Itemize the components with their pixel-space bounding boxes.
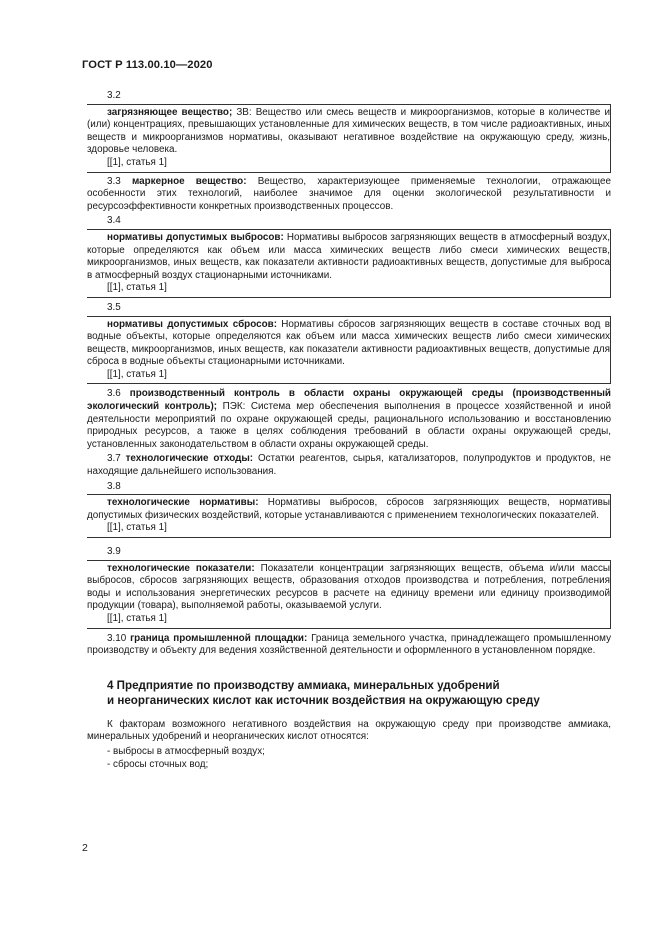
- definition-3-7: 3.7 технологические отходы: Остатки реагентов, сырья, катализаторов, полупродуктов и продуктов, не находящие дальнейшего использования.: [87, 453, 611, 478]
- reference-3-2: [[1], статья 1]: [107, 156, 167, 168]
- term-3-6: производственный контроль в области охраны окружающей среды (производственный экологический контроль);: [87, 388, 611, 413]
- term-3-9: технологические показатели:: [107, 562, 255, 574]
- term-3-7: технологические отходы:: [125, 453, 254, 465]
- item-number-3-8: 3.8: [107, 480, 121, 492]
- section-4-list: [87, 746, 611, 771]
- definition-3-3: 3.3 маркерное вещество: Вещество, характеризующее применяемые технологии, отражающее особенности этих технологий, наиболее значимое для оценки экологической результативности и ресурсоэффективности конкретных производственных процессов.: [87, 175, 611, 212]
- term-3-3: маркерное вещество:: [131, 175, 247, 187]
- reference-3-5: [[1], статья 1]: [107, 368, 167, 380]
- reference-3-4: [[1], статья 1]: [107, 282, 167, 294]
- item-number-3-2: 3.2: [107, 90, 121, 101]
- definition-3-2: загрязняющее вещество; ЗВ: Вещество или смесь веществ и микроорганизмов, которые в количестве и (или) концентрациях, превышающих установленные для химических веществ, в том числе радиоактивных, иных веществ и микроорганизмов нормативы, оказывают негативное воздействие на окружающую среду, жизнь, здоровье человека.: [87, 106, 610, 156]
- item-number-3-9: 3.9: [107, 546, 121, 557]
- definition-box-3-8: [87, 494, 611, 538]
- term-3-4: нормативы допустимых выбросов:: [107, 231, 284, 243]
- list-item: - выбросы в атмосферный воздух;: [107, 745, 265, 757]
- definition-box-3-4: [87, 229, 611, 298]
- section-4-intro: К факторам возможного негативного воздействия на окружающую среду при производстве аммиака, минеральных удобрений и неорганических кислот относятся:: [87, 718, 611, 743]
- definition-box-3-5: [87, 316, 611, 385]
- definition-3-6: 3.6 производственный контроль в области охраны окружающей среды (производственный экологический контроль); ПЭК: Система мер обеспечения выполнения в процессе хозяйственной и иной деятельности мероприятий по охране окружающей среды, рационального использованию и восстановлению природных ресурсов, а также в целях соблюдения требований в области охраны окружающей среды, установленных законодательством в области охраны окружающей среды.: [87, 388, 611, 450]
- section-4-title: 4 Предприятие по производству аммиака, минеральных удобрений и неорганических кислот как источник воздействия на окружающую среду: [107, 678, 540, 708]
- document-header: ГОСТ Р 113.00.10—2020: [82, 59, 213, 71]
- definition-3-9: технологические показатели: Показатели концентрации загрязняющих веществ, объема и/или массы выбросов, сбросов загрязняющих веществ, образования отходов производства и потребления, потребления воды и использования энергетических ресурсов в расчете на единицу времени или единицу производимой продукции (товара), выполняемой работы, оказываемой услуги.: [87, 562, 611, 612]
- item-number-3-5: 3.5: [107, 301, 121, 313]
- term-3-2: загрязняющее вещество;: [107, 106, 233, 118]
- list-item: - сбросы сточных вод;: [107, 758, 209, 770]
- definition-3-10: 3.10 граница промышленной площадки: Граница земельного участка, принадлежащего промышленному производству и объекту для ведения хозяйственной деятельности и оформленного в установленном порядке.: [87, 632, 612, 657]
- document-body: [87, 90, 611, 771]
- page-number: 2: [82, 842, 88, 854]
- term-3-5: нормативы допустимых сбросов:: [107, 318, 277, 330]
- definition-3-4: нормативы допустимых выбросов: Нормативы выбросов загрязняющих веществ в атмосферный воздух, которые определяются как объем или масса химических веществ либо смеси химических веществ, микроорганизмов, иных веществ, как показатели активности радиоактивных веществ, допустимые для выброса в атмосферный воздух стационарными источниками.: [87, 231, 611, 281]
- definition-box-3-9: [87, 560, 611, 629]
- definition-3-8: технологические нормативы: Нормативы выбросов, сбросов загрязняющих веществ, нормативы допустимых физических воздействий, которые устанавливаются с применением технологических показателей.: [87, 497, 610, 521]
- reference-3-9: [[1], статья 1]: [107, 612, 167, 624]
- definition-3-5: нормативы допустимых сбросов: Нормативы сбросов загрязняющих веществ в составе сточных вод в водные объекты, которые определяются как объем или масса химических веществ либо смеси химических веществ, микроорганизмов, иных веществ, как показатели активности радиоактивных веществ, допустимые для сброса в водные объекты стационарными источниками.: [87, 318, 610, 368]
- term-3-10: граница промышленной площадки:: [130, 632, 308, 644]
- item-number-3-4: 3.4: [107, 215, 121, 227]
- reference-3-8: [[1], статья 1]: [107, 522, 167, 534]
- term-3-8: технологические нормативы:: [107, 497, 259, 509]
- definition-box-3-2: [87, 104, 611, 173]
